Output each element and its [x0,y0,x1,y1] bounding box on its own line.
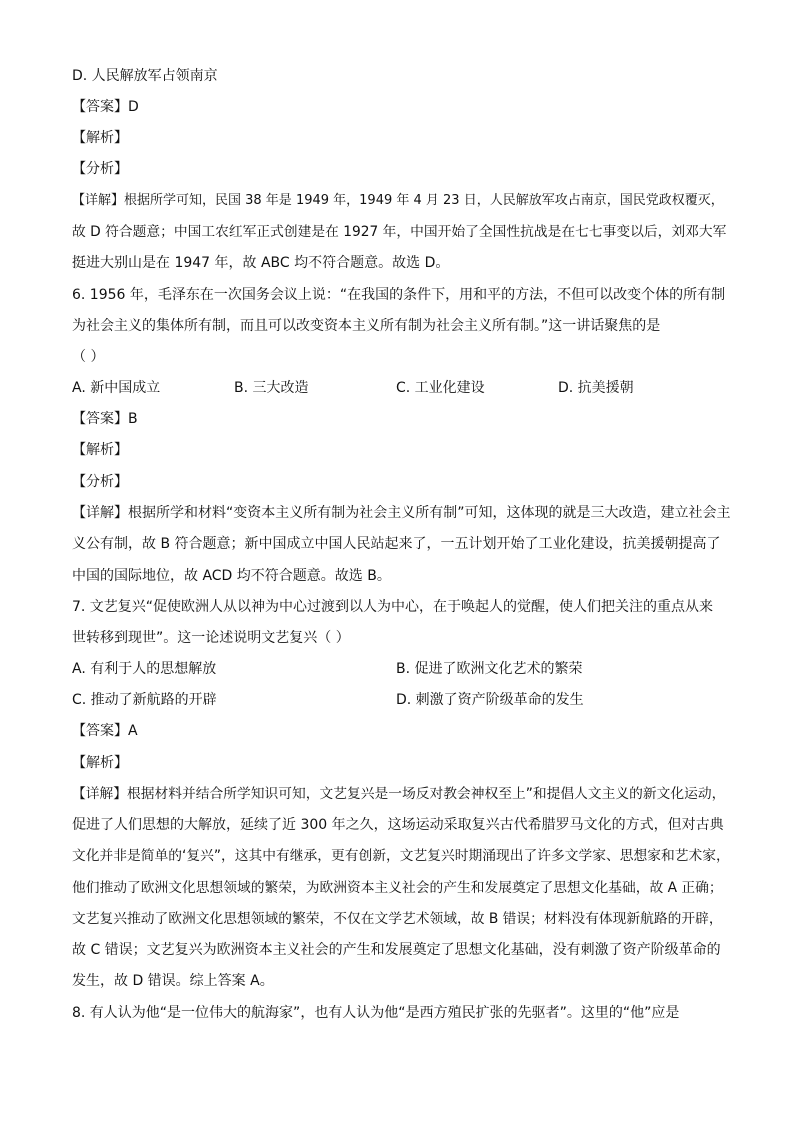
q6-jiexi-heading: 【解析】 [72,442,128,458]
q6-option-d: D. 抗美援朝 [558,380,634,396]
q6-stem-line-1: 6. 1956 年，毛泽东在一次国务会议上说：“在我国的条件下，用和平的方法，不但可以改变个体的所有制 [72,287,726,303]
q6-option-a: A. 新中国成立 [72,380,161,396]
q7-detail-line-3: 文化并非是简单的‘复兴”，这其中有继承，更有创新，文艺复兴时期涌现出了许多文学家、思想家和艺术家， [72,848,730,864]
q6-stem-line-3: （ ） [72,349,105,365]
q8-stem: 8. 有人认为他“是一位伟大的航海家”，也有人认为他“是西方殖民扩张的先驱者”。这里的“他”应是 [72,1005,680,1021]
q5-option-d: D. 人民解放军占领南京 [72,68,218,84]
q5-jiexi-heading: 【解析】 [72,130,128,146]
q5-detail-line-3: 挺进大别山是在 1947 年，故 ABC 均不符合题意。故选 D。 [72,255,450,271]
q7-option-b: B. 促进了欧洲文化艺术的繁荣 [396,661,583,677]
q7-option-d: D. 刺激了资产阶级革命的发生 [396,692,584,708]
q7-jiexi-heading: 【解析】 [72,755,128,771]
q7-detail-line-4: 他们推动了欧洲文化思想领域的繁荣，为欧洲资本主义社会的产生和发展奠定了思想文化基础，故 A 正确； [72,880,723,896]
q7-detail-line-1: 【详解】根据材料并结合所学知识可知，文艺复兴是一场反对教会神权至上”和提倡人文主义的新文化运动， [72,786,726,802]
q7-stem-line-2: 世转移到现世”。这一论述说明文艺复兴（ ） [72,630,350,646]
q7-option-c: C. 推动了新航路的开辟 [72,692,217,708]
q7-detail-line-6: 故 C 错误；文艺复兴为欧洲资本主义社会的产生和发展奠定了思想文化基础，没有刺激了资产阶级革命的 [72,942,721,958]
q5-answer: 【答案】D [72,99,139,115]
q7-detail-line-7: 发生，故 D 错误。综上答案 A。 [72,973,274,989]
q6-option-c: C. 工业化建设 [396,380,485,396]
q6-answer: 【答案】B [72,411,138,427]
q7-option-a: A. 有利于人的思想解放 [72,661,217,677]
q5-detail-line-1: 【详解】根据所学可知，民国 38 年是 1949 年，1949 年 4 月 23 日，人民解放军攻占南京，国民党政权覆灭， [72,193,724,208]
q6-fenxi-heading: 【分析】 [72,474,128,490]
q6-detail-line-3: 中国的国际地位，故 ACD 均不符合题意。故选 B。 [72,568,391,584]
q5-detail-line-2: 故 D 符合题意；中国工农红军正式创建是在 1927 年，中国开始了全国性抗战是在七七事变以后，刘邓大军 [72,224,727,240]
q7-detail-line-5: 文艺复兴推动了欧洲文化思想领域的繁荣，不仅在文学艺术领域，故 B 错误；材料没有体现新航路的开辟， [72,911,723,927]
q6-detail-line-1: 【详解】根据所学和材料“变资本主义所有制为社会主义所有制”可知，这体现的就是三大改造，建立社会主 [72,505,731,521]
q7-detail-line-2: 促进了人们思想的大解放，延续了近 300 年之久，这场运动采取复兴古代希腊罗马文化的方式，但对古典 [72,817,724,833]
q7-stem-line-1: 7. 文艺复兴“促使欧洲人从以神为中心过渡到以人为中心，在于唤起人的觉醒，使人们把关注的重点从来 [72,599,714,615]
q7-answer: 【答案】A [72,723,138,739]
q6-option-b: B. 三大改造 [234,380,309,396]
q6-detail-line-2: 义公有制，故 B 符合题意；新中国成立中国人民站起来了，一五计划开始了工业化建设，抗美援朝提高了 [72,536,721,552]
q6-stem-line-2: 为社会主义的集体所有制，而且可以改变资本主义所有制为社会主义所有制。”这一讲话聚焦的是 [72,318,661,334]
q5-fenxi-heading: 【分析】 [72,161,128,177]
